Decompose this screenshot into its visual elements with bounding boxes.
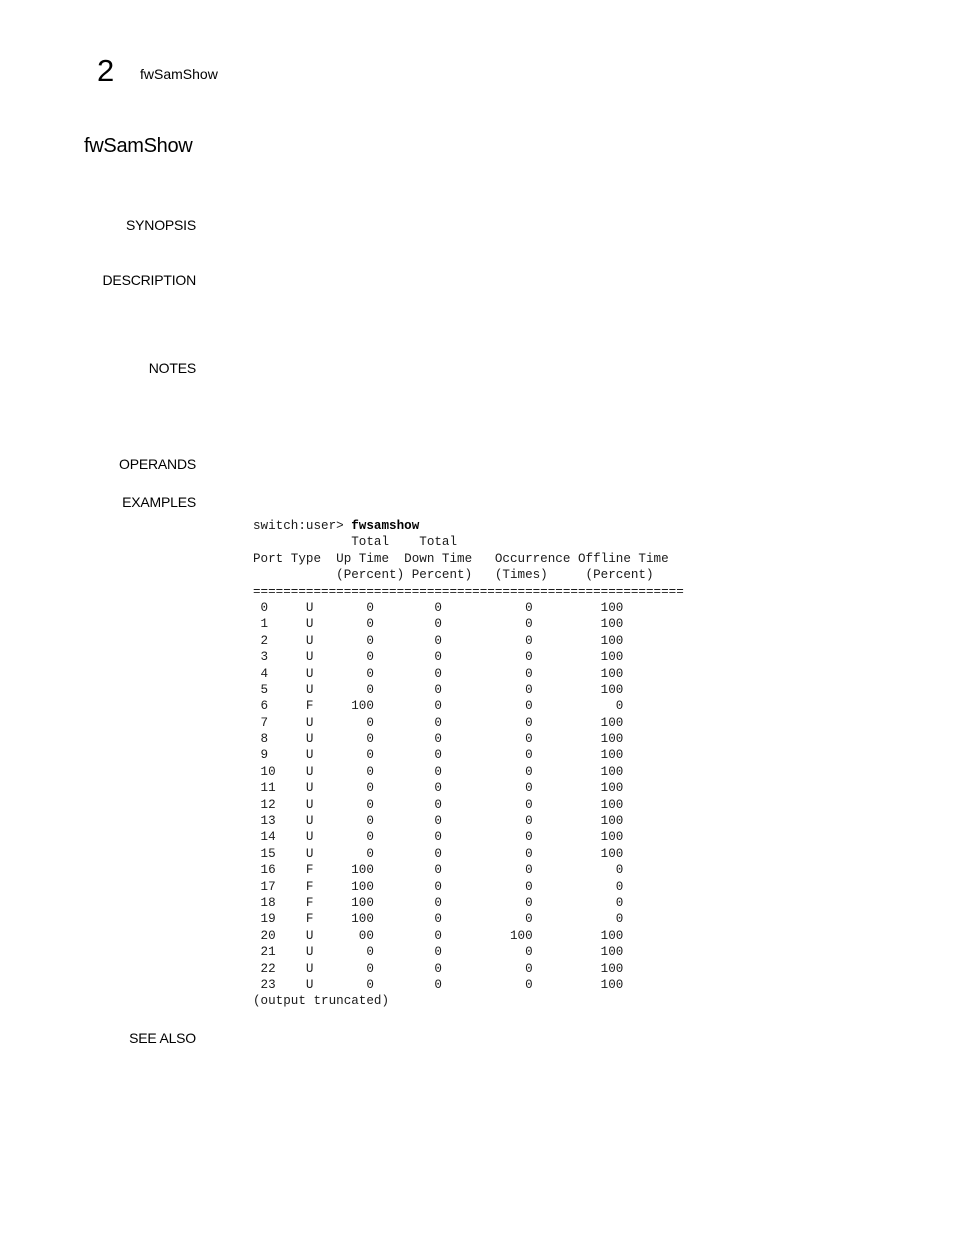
example-table-row: 15 U 0 0 0 100 bbox=[253, 846, 624, 861]
example-table-row: 23 U 0 0 0 100 bbox=[253, 977, 624, 992]
example-table-row: 6 F 100 0 0 0 bbox=[253, 699, 624, 714]
section-label-operands: OPERANDS bbox=[119, 456, 196, 472]
example-table-row: 11 U 0 0 0 100 bbox=[253, 781, 624, 796]
example-table-row: 4 U 0 0 0 100 bbox=[253, 666, 624, 681]
section-label-notes: NOTES bbox=[148, 360, 196, 376]
example-table-row: 18 F 100 0 0 0 bbox=[253, 895, 624, 910]
section-label-examples: EXAMPLES bbox=[122, 494, 196, 510]
example-header-line: Port Type Up Time Down Time Occurrence Offline Time bbox=[253, 551, 669, 566]
page-title: fwSamShow bbox=[84, 135, 193, 157]
example-prompt: switch:user> bbox=[253, 519, 352, 533]
example-table-row: 17 F 100 0 0 0 bbox=[253, 879, 624, 894]
example-table-row: 19 F 100 0 0 0 bbox=[253, 912, 624, 927]
example-table-row: 2 U 0 0 0 100 bbox=[253, 633, 624, 648]
example-table-row: 8 U 0 0 0 100 bbox=[253, 732, 624, 747]
example-table-row: 1 U 0 0 0 100 bbox=[253, 617, 624, 632]
section-label-see-also: SEE ALSO bbox=[129, 1030, 196, 1046]
example-table-body bbox=[253, 600, 684, 993]
section-label-description: DESCRIPTION bbox=[102, 272, 196, 288]
example-table-row: 13 U 0 0 0 100 bbox=[253, 814, 624, 829]
example-table-row: 14 U 0 0 0 100 bbox=[253, 830, 624, 845]
example-table-row: 7 U 0 0 0 100 bbox=[253, 715, 624, 730]
chapter-number: 2 bbox=[97, 53, 115, 88]
example-prompt-line bbox=[253, 518, 684, 534]
example-header-line: Total Total bbox=[253, 535, 458, 550]
example-table-row: 0 U 0 0 0 100 bbox=[253, 600, 624, 615]
section-label-synopsis: SYNOPSIS bbox=[126, 217, 196, 233]
example-table-row: 12 U 0 0 0 100 bbox=[253, 797, 624, 812]
example-table-row: 16 F 100 0 0 0 bbox=[253, 863, 624, 878]
example-table-row: 22 U 0 0 0 100 bbox=[253, 961, 624, 976]
example-table-row: 3 U 0 0 0 100 bbox=[253, 650, 624, 665]
example-header-line: (Percent) Percent) (Times) (Percent) bbox=[253, 568, 654, 583]
example-table-row: 21 U 0 0 0 100 bbox=[253, 945, 624, 960]
running-header-title: fwSamShow bbox=[140, 66, 218, 82]
example-table-row: 20 U 00 0 100 100 bbox=[253, 928, 624, 943]
example-command: fwsamshow bbox=[351, 519, 420, 533]
example-table-header bbox=[253, 534, 684, 600]
example-table-row: 5 U 0 0 0 100 bbox=[253, 682, 624, 697]
example-footer: (output truncated) bbox=[253, 994, 390, 1009]
example-code-block bbox=[253, 518, 684, 1010]
example-table-row: 9 U 0 0 0 100 bbox=[253, 748, 624, 763]
example-table-row: 10 U 0 0 0 100 bbox=[253, 764, 624, 779]
example-header-line: ========================================================= bbox=[253, 584, 684, 599]
